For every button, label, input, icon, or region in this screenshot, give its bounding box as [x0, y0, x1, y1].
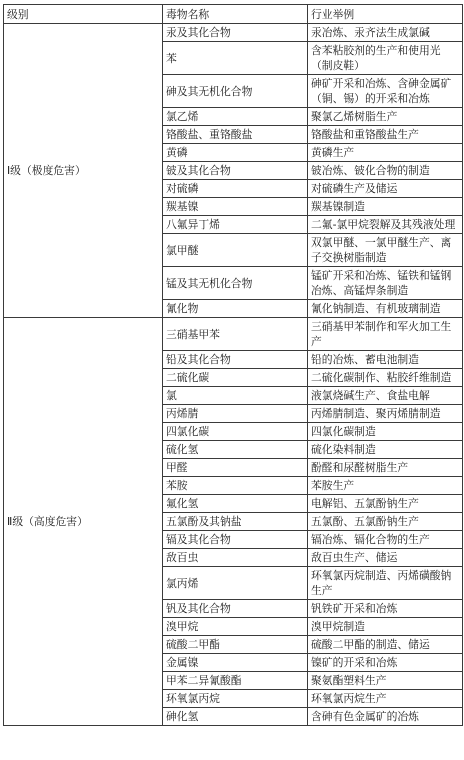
- toxicant-name-cell: 对硫磷: [163, 180, 308, 198]
- hazard-level-cell: Ⅱ级（高度危害）: [4, 318, 163, 726]
- toxicant-name-cell: 铬酸盐、重铬酸盐: [163, 126, 308, 144]
- header-toxicant-name: 毒物名称: [163, 5, 308, 24]
- industry-example-cell: 二氟-氯甲烷裂解及其残液处理: [308, 216, 463, 234]
- toxicant-name-cell: 溴甲烷: [163, 618, 308, 636]
- toxicant-name-cell: 氯乙烯: [163, 108, 308, 126]
- toxicant-name-cell: 甲醛: [163, 459, 308, 477]
- industry-example-cell: 四氯化碳制造: [308, 423, 463, 441]
- toxicant-name-cell: 氟化氢: [163, 495, 308, 513]
- industry-example-cell: 氰化钠制造、有机玻璃制造: [308, 300, 463, 318]
- industry-example-cell: 环氧氯丙烷生产: [308, 690, 463, 708]
- industry-example-cell: 三硝基甲苯制作和军火加工生产: [308, 318, 463, 351]
- toxicant-name-cell: 硫化氢: [163, 441, 308, 459]
- industry-example-cell: 含砷有色金属矿的冶炼: [308, 708, 463, 726]
- toxicant-name-cell: 二硫化碳: [163, 369, 308, 387]
- industry-example-cell: 砷矿开采和冶炼、含砷金属矿（铜、锡）的开采和冶炼: [308, 75, 463, 108]
- industry-example-cell: 铬酸盐和重铬酸盐生产: [308, 126, 463, 144]
- industry-example-cell: 汞冶炼、汞齐法生成氯碱: [308, 24, 463, 42]
- hazard-classification-table: [3, 4, 463, 726]
- toxicant-name-cell: 甲苯二异氰酸酯: [163, 672, 308, 690]
- toxicant-name-cell: 钒及其化合物: [163, 600, 308, 618]
- industry-example-cell: 丙烯腈制造、聚丙烯腈制造: [308, 405, 463, 423]
- toxicant-name-cell: 镉及其化合物: [163, 531, 308, 549]
- toxicant-name-cell: 三硝基甲苯: [163, 318, 308, 351]
- toxicant-name-cell: 锰及其无机化合物: [163, 267, 308, 300]
- industry-example-cell: 钒铁矿开采和冶炼: [308, 600, 463, 618]
- industry-example-cell: 电解铝、五氯酚钠生产: [308, 495, 463, 513]
- industry-example-cell: 二硫化碳制作、粘胶纤维制造: [308, 369, 463, 387]
- industry-example-cell: 双氯甲醚、一氯甲醚生产、离子交换树脂制造: [308, 234, 463, 267]
- industry-example-cell: 铍冶炼、铍化合物的制造: [308, 162, 463, 180]
- table-body: [4, 24, 463, 726]
- toxicant-name-cell: 金属镍: [163, 654, 308, 672]
- industry-example-cell: 聚氨酯塑料生产: [308, 672, 463, 690]
- toxicant-name-cell: 氯丙烯: [163, 567, 308, 600]
- toxicant-name-cell: 砷化氢: [163, 708, 308, 726]
- industry-example-cell: 敌百虫生产、储运: [308, 549, 463, 567]
- industry-example-cell: 锰矿开采和冶炼、锰铁和锰钢冶炼、高锰焊条制造: [308, 267, 463, 300]
- toxicant-name-cell: 八氟异丁烯: [163, 216, 308, 234]
- toxicant-name-cell: 砷及其无机化合物: [163, 75, 308, 108]
- header-level: 级别: [4, 5, 163, 24]
- industry-example-cell: 对硫磷生产及储运: [308, 180, 463, 198]
- toxicant-name-cell: 硫酸二甲酯: [163, 636, 308, 654]
- industry-example-cell: 羰基镍制造: [308, 198, 463, 216]
- toxicant-name-cell: 黄磷: [163, 144, 308, 162]
- toxicant-name-cell: 羰基镍: [163, 198, 308, 216]
- toxicant-name-cell: 五氯酚及其钠盐: [163, 513, 308, 531]
- industry-example-cell: 环氧氯丙烷制造、丙烯磺酸钠生产: [308, 567, 463, 600]
- industry-example-cell: 铅的冶炼、蓄电池制造: [308, 351, 463, 369]
- industry-example-cell: 硫酸二甲酯的制造、储运: [308, 636, 463, 654]
- industry-example-cell: 液氯烧碱生产、食盐电解: [308, 387, 463, 405]
- industry-example-cell: 硫化染料制造: [308, 441, 463, 459]
- toxicant-name-cell: 四氯化碳: [163, 423, 308, 441]
- toxicant-name-cell: 环氧氯丙烷: [163, 690, 308, 708]
- toxicant-name-cell: 氯甲醚: [163, 234, 308, 267]
- toxicant-name-cell: 氰化物: [163, 300, 308, 318]
- industry-example-cell: 五氯酚、五氯酚钠生产: [308, 513, 463, 531]
- industry-example-cell: 苯胺生产: [308, 477, 463, 495]
- hazard-level-cell: Ⅰ级（极度危害）: [4, 24, 163, 318]
- header-industry-example: 行业举例: [308, 5, 463, 24]
- table-header-row: [4, 5, 463, 24]
- industry-example-cell: 镍矿的开采和冶炼: [308, 654, 463, 672]
- industry-example-cell: 聚氯乙烯树脂生产: [308, 108, 463, 126]
- toxicant-name-cell: 敌百虫: [163, 549, 308, 567]
- toxicant-name-cell: 苯: [163, 42, 308, 75]
- toxicant-name-cell: 氯: [163, 387, 308, 405]
- table-row: [4, 318, 463, 351]
- toxicant-name-cell: 铍及其化合物: [163, 162, 308, 180]
- industry-example-cell: 溴甲烷制造: [308, 618, 463, 636]
- table-row: [4, 24, 463, 42]
- toxicant-name-cell: 丙烯腈: [163, 405, 308, 423]
- industry-example-cell: 酚醛和尿醛树脂生产: [308, 459, 463, 477]
- industry-example-cell: 含苯粘胶剂的生产和使用光（制皮鞋）: [308, 42, 463, 75]
- industry-example-cell: 黄磷生产: [308, 144, 463, 162]
- industry-example-cell: 镉冶炼、镉化合物的生产: [308, 531, 463, 549]
- toxicant-name-cell: 铅及其化合物: [163, 351, 308, 369]
- toxicant-name-cell: 汞及其化合物: [163, 24, 308, 42]
- toxicant-name-cell: 苯胺: [163, 477, 308, 495]
